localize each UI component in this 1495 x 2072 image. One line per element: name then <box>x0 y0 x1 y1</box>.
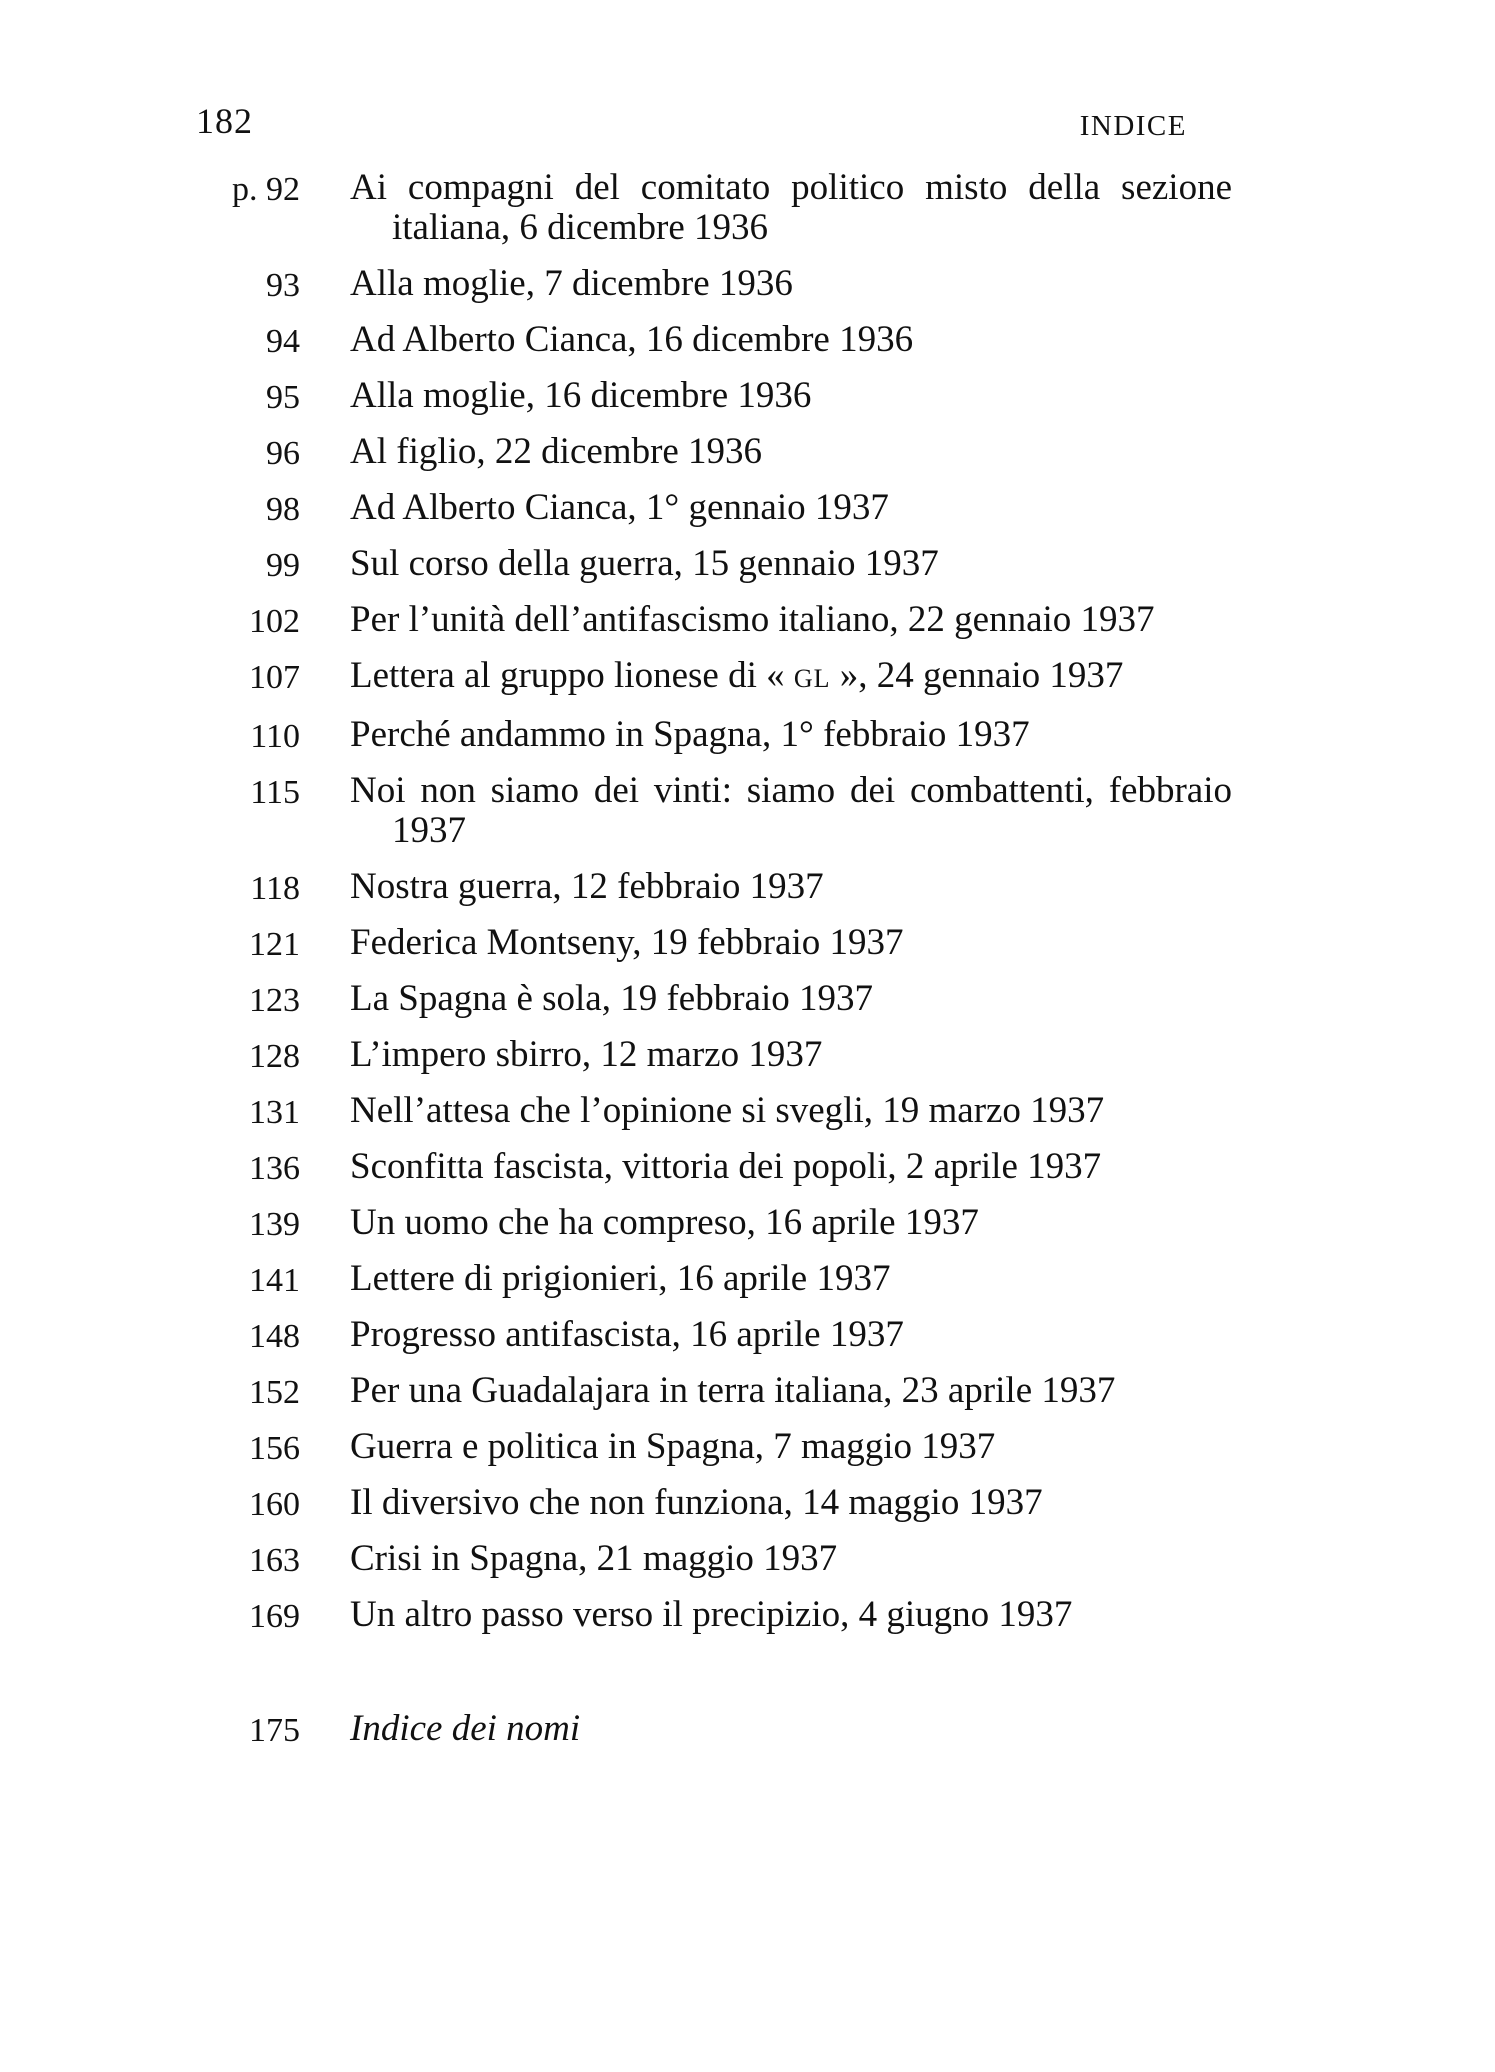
toc-entry <box>0 771 1495 851</box>
toc-title: Alla moglie, 16 dicembre 1936 <box>350 375 812 416</box>
toc-page-number: 139 <box>249 1206 300 1243</box>
toc-title: Guerra e politica in Spagna, 7 maggio 1937 <box>350 1426 996 1467</box>
toc-entry <box>0 376 1495 416</box>
toc-page-number: 175 <box>249 1712 300 1749</box>
toc-page-number: 115 <box>250 774 300 811</box>
toc-page-number: 102 <box>249 603 300 640</box>
toc-entry <box>0 1203 1495 1243</box>
toc-page-number: 160 <box>249 1486 300 1523</box>
toc-title: Progresso antifascista, 16 aprile 1937 <box>350 1314 904 1355</box>
toc-page-number: 107 <box>249 659 300 696</box>
toc-title: Crisi in Spagna, 21 maggio 1937 <box>350 1538 838 1579</box>
toc-entry <box>0 1315 1495 1355</box>
toc-entry <box>0 168 1495 248</box>
toc-entry <box>0 1035 1495 1075</box>
toc-entry <box>0 1595 1495 1635</box>
toc-page-number: 94 <box>266 323 300 360</box>
toc-entry <box>0 656 1495 699</box>
toc-entry <box>0 1371 1495 1411</box>
toc-title: Perché andammo in Spagna, 1° febbraio 1937 <box>350 714 1030 755</box>
toc-title: Il diversivo che non funziona, 14 maggio 1937 <box>350 1482 1043 1523</box>
toc-entry <box>0 715 1495 755</box>
toc-page-number: 96 <box>266 435 300 472</box>
toc-entry <box>0 264 1495 304</box>
toc-title: La Spagna è sola, 19 febbraio 1937 <box>350 978 873 1019</box>
table-of-contents <box>0 168 1495 1765</box>
toc-page-number: 93 <box>266 267 300 304</box>
toc-page-number: 99 <box>266 547 300 584</box>
toc-title: Per una Guadalajara in terra italiana, 23 aprile 1937 <box>350 1370 1116 1411</box>
toc-entry <box>0 488 1495 528</box>
toc-title: Un uomo che ha compreso, 16 aprile 1937 <box>350 1202 979 1243</box>
toc-page-number: 95 <box>266 379 300 416</box>
toc-page-number: 152 <box>249 1374 300 1411</box>
toc-title-smallcaps: GL <box>793 664 831 693</box>
toc-page-number: 128 <box>249 1038 300 1075</box>
toc-title: Sul corso della guerra, 15 gennaio 1937 <box>350 543 939 584</box>
toc-entry <box>0 320 1495 360</box>
toc-page-number: 136 <box>249 1150 300 1187</box>
toc-title: Alla moglie, 7 dicembre 1936 <box>350 263 793 304</box>
toc-title: Per l’unità dell’antifascismo italiano, 22 gennaio 1937 <box>350 599 1155 640</box>
running-head: INDICE <box>1079 110 1187 142</box>
toc-entry <box>0 544 1495 584</box>
toc-entry <box>0 923 1495 963</box>
toc-page-number: 121 <box>249 926 300 963</box>
toc-title: Ad Alberto Cianca, 1° gennaio 1937 <box>350 487 889 528</box>
toc-page-number: 148 <box>249 1318 300 1355</box>
toc-entry <box>0 432 1495 472</box>
toc-page-number: 163 <box>249 1542 300 1579</box>
toc-entry <box>0 979 1495 1019</box>
toc-page-number: 131 <box>249 1094 300 1131</box>
toc-title: Sconfitta fascista, vittoria dei popoli, 2 aprile 1937 <box>350 1146 1102 1187</box>
toc-title: Noi non siamo dei vinti: siamo dei combattenti, febbraio 1937 <box>350 770 1232 851</box>
toc-entry <box>0 600 1495 640</box>
toc-page-number: 156 <box>249 1430 300 1467</box>
toc-title: Nostra guerra, 12 febbraio 1937 <box>350 866 824 907</box>
toc-entry <box>0 1427 1495 1467</box>
toc-entry <box>0 1259 1495 1299</box>
toc-title: Ad Alberto Cianca, 16 dicembre 1936 <box>350 319 914 360</box>
toc-title: Al figlio, 22 dicembre 1936 <box>350 431 763 472</box>
toc-entry <box>0 1483 1495 1523</box>
toc-entry <box>0 1147 1495 1187</box>
toc-entry <box>0 1539 1495 1579</box>
toc-title: Nell’attesa che l’opinione si svegli, 19 marzo 1937 <box>350 1090 1105 1131</box>
toc-page-number: 141 <box>249 1262 300 1299</box>
page-number: 182 <box>196 101 253 141</box>
toc-title: Un altro passo verso il precipizio, 4 giugno 1937 <box>350 1594 1073 1635</box>
toc-title: Lettere di prigionieri, 16 aprile 1937 <box>350 1258 891 1299</box>
toc-page-number: 123 <box>249 982 300 1019</box>
toc-title: Ai compagni del comitato politico misto della sezione italiana, 6 dicembre 1936 <box>350 167 1232 248</box>
toc-title: L’impero sbirro, 12 marzo 1937 <box>350 1034 823 1075</box>
toc-title: Indice dei nomi <box>350 1708 581 1749</box>
toc-entry <box>0 867 1495 907</box>
toc-page-number: 110 <box>250 718 300 755</box>
toc-title-text: », 24 gennaio 1937 <box>830 655 1124 696</box>
toc-entry-name-index <box>0 1709 1495 1749</box>
toc-page-number: 118 <box>250 870 300 907</box>
toc-entry <box>0 1091 1495 1131</box>
toc-page-number: p. 92 <box>232 171 300 208</box>
toc-title: Federica Montseny, 19 febbraio 1937 <box>350 922 904 963</box>
toc-page-number: 98 <box>266 491 300 528</box>
toc-title-text: Lettera al gruppo lionese di « <box>350 655 794 696</box>
toc-page-number: 169 <box>249 1598 300 1635</box>
toc-title <box>350 656 1232 699</box>
